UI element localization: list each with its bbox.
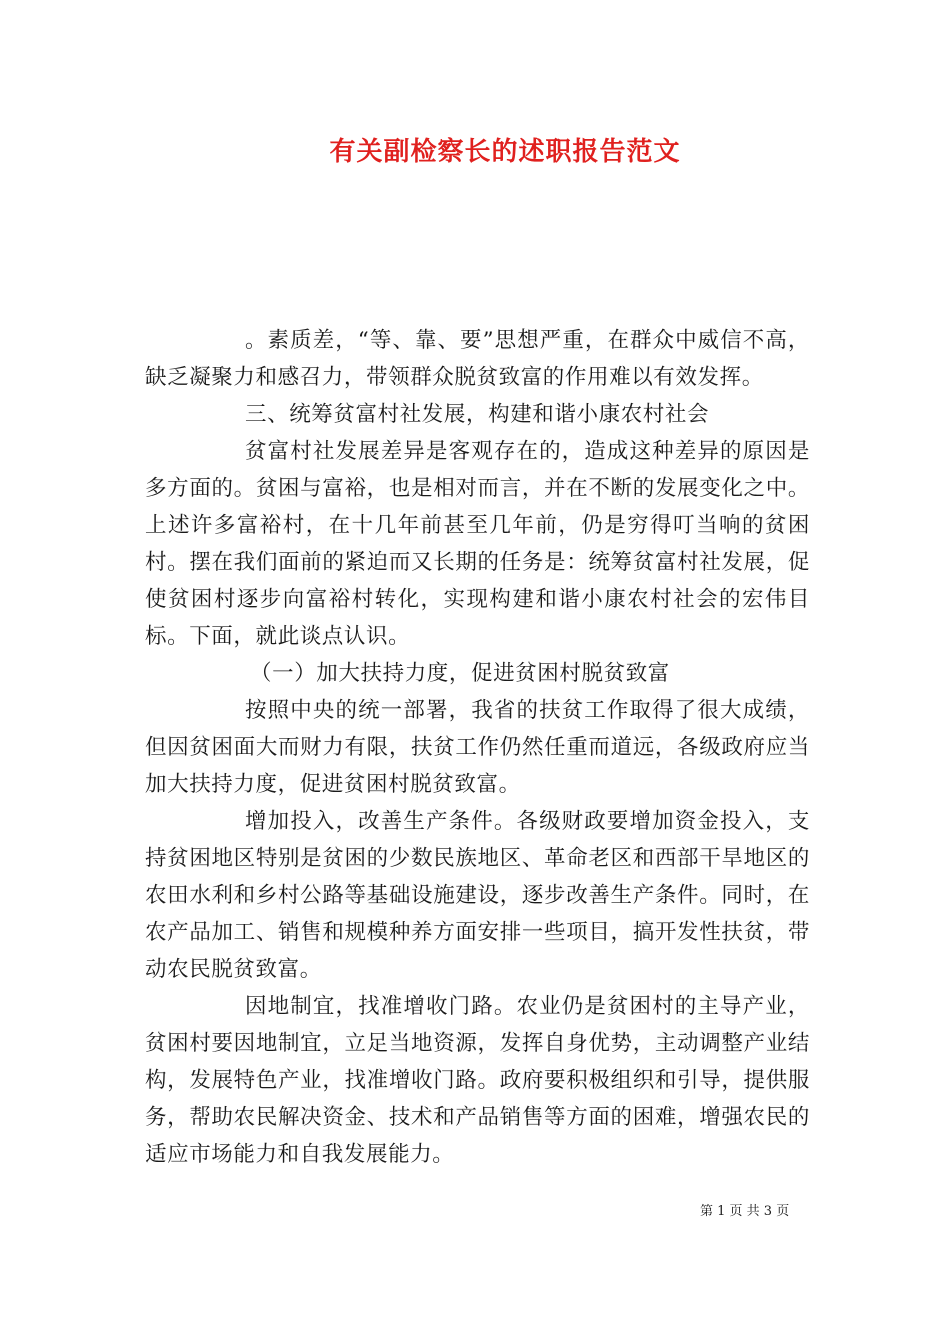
- page-footer: 第 1 页 共 3 页: [700, 1204, 790, 1219]
- section-heading-3: 三、统筹贫富村社发展，构建和谐小康农村社会: [245, 402, 710, 427]
- subsection-heading-1: （一）加大扶持力度，促进贫困村脱贫致富: [250, 661, 670, 686]
- paragraph-4: 增加投入，改善生产条件。各级财政要增加资金投入，支持贫困地区特别是贫困的少数民族地区、革命老区和西部干旱地区的农田水利和乡村公路等基础设施建设，逐步改善生产条件。同时，在农产品加工、销售和规模种养方面安排一些项目，搞开发性扶贫，带动农民脱贫致富。: [145, 809, 810, 982]
- paragraph-2: 贫富村社发展差异是客观存在的，造成这种差异的原因是多方面的。贫困与富裕，也是相对而言，并在不断的发展变化之中。上述许多富裕村，在十几年前甚至几年前，仍是穷得叮当响的贫困村。摆在我们面前的紧迫而又长期的任务是：统筹贫富村社发展，促使贫困村逐步向富裕村转化，实现构建和谐小康农村社会的宏伟目标。下面，就此谈点认识。: [145, 439, 810, 649]
- document-title: 有关副检察长的述职报告范文: [329, 137, 681, 167]
- paragraph-5: 因地制宜，找准增收门路。农业仍是贫困村的主导产业，贫困村要因地制宜，立足当地资源，发挥自身优势，主动调整产业结构，发展特色产业，找准增收门路。政府要积极组织和引导，提供服务，帮助农民解决资金、技术和产品销售等方面的困难，增强农民的适应市场能力和自我发展能力。: [145, 994, 810, 1167]
- document-body: [145, 322, 810, 1173]
- paragraph-3: 按照中央的统一部署，我省的扶贫工作取得了很大成绩，但因贫困面大而财力有限，扶贫工作仍然任重而道远，各级政府应当加大扶持力度，促进贫困村脱贫致富。: [145, 698, 810, 797]
- paragraph-1: 。素质差，“等、靠、要”思想严重，在群众中威信不高，缺乏凝聚力和感召力，带领群众脱贫致富的作用难以有效发挥。: [145, 328, 810, 390]
